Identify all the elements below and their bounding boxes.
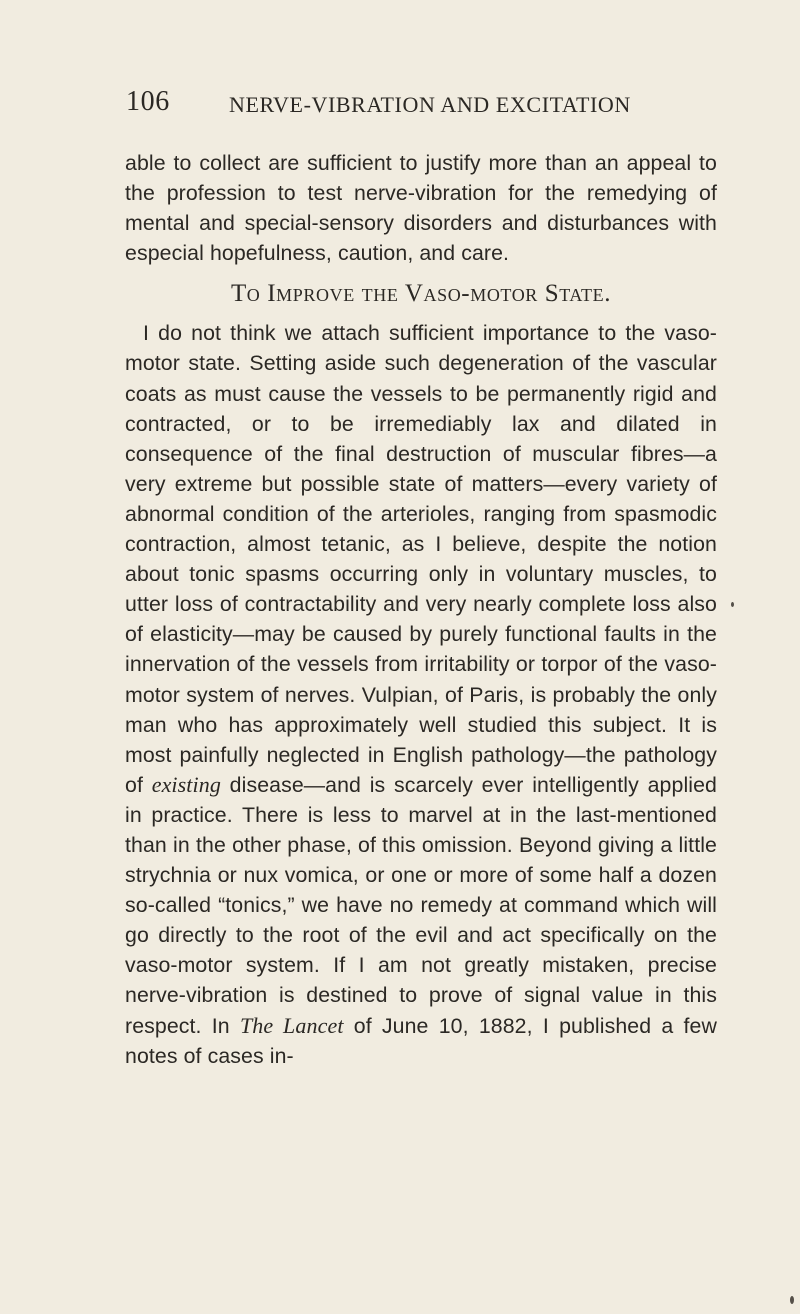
paragraph-vaso-motor <box>125 318 717 1070</box>
section-heading: To Improve the Vaso-motor State. <box>230 280 612 308</box>
ink-speck <box>731 602 734 607</box>
ink-speck <box>790 1296 794 1304</box>
body-text <box>125 148 717 1071</box>
paragraph-text: of June 10, 1882, I published a few notes of cases in- <box>125 1013 717 1068</box>
paragraph-continuation: able to collect are sufficient to justify more than an appeal to the profession to test nerve-vibration for the remedying of mental and special-sensory disorders and disturbances with especial hopefulness, caution, and care. <box>125 151 717 266</box>
italic-term: existing <box>151 771 221 797</box>
page-number: 106 <box>126 86 170 117</box>
journal-title: The Lancet <box>239 1012 344 1038</box>
paragraph-text: disease—and is scarcely ever intelligently applied in practice. There is less to marvel at in the last-mentioned than in the other phase, of this omission. Beyond giving a little strychnia or nux vomica, or one or more of some half a dozen so-called “tonics,” we have no remedy at command which will go directly to the root of the evil and act specifically on the vaso-motor system. If I am not greatly mistaken, precise nerve-vibration is destined to prove of signal value in this respect. In <box>125 772 717 1038</box>
running-head <box>126 86 726 132</box>
paragraph-text: I do not think we attach sufficient importance to the vaso-motor state. Setting aside such degeneration of the vascular coats as must cause the vessels to be permanently rigid and contracted, or to be irremediably lax and dilated in consequence of the final destruction of muscular fibres—a very extreme but possible state of matters—every variety of abnormal condition of the arterioles, ranging from spasmodic contraction, almost tetanic, as I believe, despite the notion about tonic spasms occurring only in voluntary muscles, to utter loss of contractability and very nearly complete loss also of elasticity—may be caused by purely functional faults in the innervation of the vessels from irritability or torpor of the vaso-motor system of nerves. Vulpian, of Paris, is probably the only man who has approximately well studied this subject. It is most painfully neglected in English pathology—the pathology of <box>125 321 717 797</box>
running-title: NERVE-VIBRATION AND EXCITATION <box>229 92 631 117</box>
